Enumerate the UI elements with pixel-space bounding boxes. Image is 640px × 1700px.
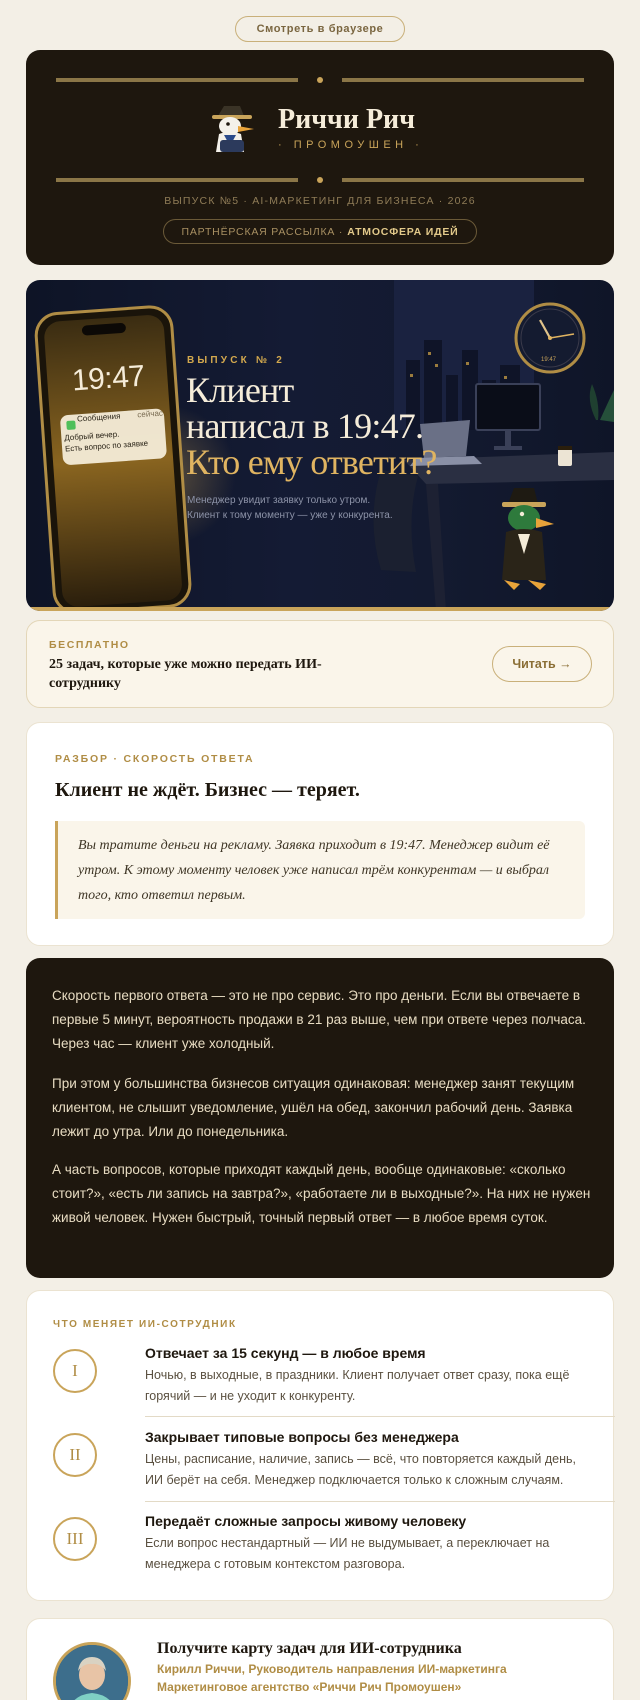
- analysis-card: [26, 722, 614, 946]
- feature-divider: [145, 1416, 615, 1417]
- hero-description: [187, 493, 393, 523]
- partner-badge: [163, 219, 477, 244]
- hero-desc-line1: Менеджер увидит заявку только утром.: [187, 495, 371, 506]
- free-title: 25 задач, которые уже можно передать ИИ-сотруднику: [49, 657, 322, 691]
- issue-line: ВЫПУСК №5 · AI-МАРКЕТИНГ ДЛЯ БИЗНЕСА · 2026: [164, 195, 476, 207]
- free-kicker: БЕСПЛАТНО: [49, 639, 130, 651]
- hero-title-line2: написал в 19:47.: [186, 406, 424, 446]
- partner-prefix: ПАРТНЁРСКАЯ РАССЫЛКА ·: [181, 225, 344, 238]
- brand-subtitle: · ПРОМОУШЕН ·: [278, 139, 424, 152]
- analysis-quote: [55, 821, 585, 919]
- author-cta-title: Получите карту задач для ИИ-сотрудника: [157, 1640, 462, 1657]
- hero-title-line3: Кто ему ответит?: [186, 442, 437, 482]
- brand-logo: [206, 102, 423, 154]
- hero-banner: [26, 280, 614, 611]
- read-button[interactable]: Читать →: [492, 646, 592, 682]
- clock-label: 19:47: [541, 357, 557, 363]
- author-portrait-icon: [56, 1645, 128, 1700]
- author-agency: Маркетинговое агентство «Риччи Рич Промоушен»: [157, 1680, 462, 1694]
- phone-lock-time: 19:47: [70, 359, 146, 398]
- gold-divider-top: [56, 78, 584, 82]
- features-kicker: ЧТО МЕНЯЕТ ИИ-СОТРУДНИК: [53, 1319, 237, 1330]
- feature-description: Цены, расписание, наличие, запись — всё, что повторяется каждый день, ИИ берёт на себя. Менеджер подключается только к сложным случаям.: [145, 1452, 576, 1487]
- notification-app: Сообщения: [76, 411, 121, 424]
- avatar: [53, 1642, 131, 1700]
- feature-number: I: [53, 1349, 97, 1393]
- brand-name: Риччи Рич: [278, 103, 415, 135]
- notification-line2: Есть вопрос по заявке: [64, 438, 149, 454]
- body-paragraph-3: А часть вопросов, которые приходят каждый день, вообще одинаковые: «сколько стоит?», «есть ли запись на завтра?», «работаете ли в выходные?». На них не нужен живой человек. Нужен быстрый, точный первый ответ — в любое время суток.: [52, 1162, 591, 1225]
- author-card: [26, 1618, 614, 1700]
- hero-title: [186, 372, 437, 480]
- feature-description: Ночью, в выходные, в праздники. Клиент получает ответ сразу, пока ещё горячий — и не уходит к конкуренту.: [145, 1368, 570, 1403]
- feature-title: Передаёт сложные запросы живому человеку: [145, 1513, 467, 1529]
- analysis-title: Клиент не ждёт. Бизнес — теряет.: [55, 779, 360, 801]
- notification-line1: Добрый вечер.: [64, 429, 120, 443]
- hero-desc-line2: Клиент к тому моменту — уже у конкурента.: [187, 510, 393, 521]
- newsletter-header: [26, 50, 614, 265]
- body-paragraph-2: При этом у большинства бизнесов ситуация одинаковая: менеджер занят текущим клиентом, не слышит уведомление, ушёл на обед, закончил рабочий день. Заявка лежит до утра. Или до понедельника.: [52, 1076, 575, 1139]
- analysis-kicker: РАЗБОР · СКОРОСТЬ ОТВЕТА: [55, 753, 255, 765]
- duck-mascot-icon: [206, 102, 262, 154]
- duck-mascot: [502, 488, 554, 590]
- view-in-browser-button[interactable]: Смотреть в браузере: [235, 16, 405, 42]
- phone-notification: [63, 408, 166, 455]
- feature-divider: [145, 1501, 615, 1502]
- author-name: Кирилл Риччи, Руководитель направления ИИ-маркетинга: [157, 1662, 507, 1676]
- feature-title: Закрывает типовые вопросы без менеджера: [145, 1429, 459, 1445]
- gold-divider-bottom: [56, 178, 584, 182]
- quote-text: Вы тратите деньги на рекламу. Заявка приходит в 19:47. Менеджер видит её утром. К этому моменту человек уже написал трём конкурентам — и выбрал того, кто ответил первым.: [78, 838, 550, 903]
- free-offer-card: [26, 620, 614, 708]
- feature-number: III: [53, 1517, 97, 1561]
- body-paragraph-1: Скорость первого ответа — это не про сервис. Это про деньги. Если вы отвечаете в первые 5 минут, вероятность продажи в 21 раз выше, чем при ответе через полчаса. Через час — клиент уже холодный.: [52, 988, 586, 1051]
- notification-time: сейчас: [137, 408, 164, 420]
- hero-title-line1: Клиент: [186, 370, 294, 410]
- feature-description: Если вопрос нестандартный — ИИ не выдумывает, а переключает на менеджера с готовым контекстом разговора.: [145, 1536, 550, 1571]
- feature-number: II: [53, 1433, 97, 1477]
- body-text-card: [26, 958, 614, 1278]
- hero-gold-bar: [26, 607, 614, 611]
- partner-name: АТМОСФЕРА ИДЕЙ: [347, 225, 459, 238]
- hero-kicker: ВЫПУСК № 2: [187, 355, 286, 366]
- features-card: [26, 1290, 614, 1601]
- feature-title: Отвечает за 15 секунд — в любое время: [145, 1345, 426, 1361]
